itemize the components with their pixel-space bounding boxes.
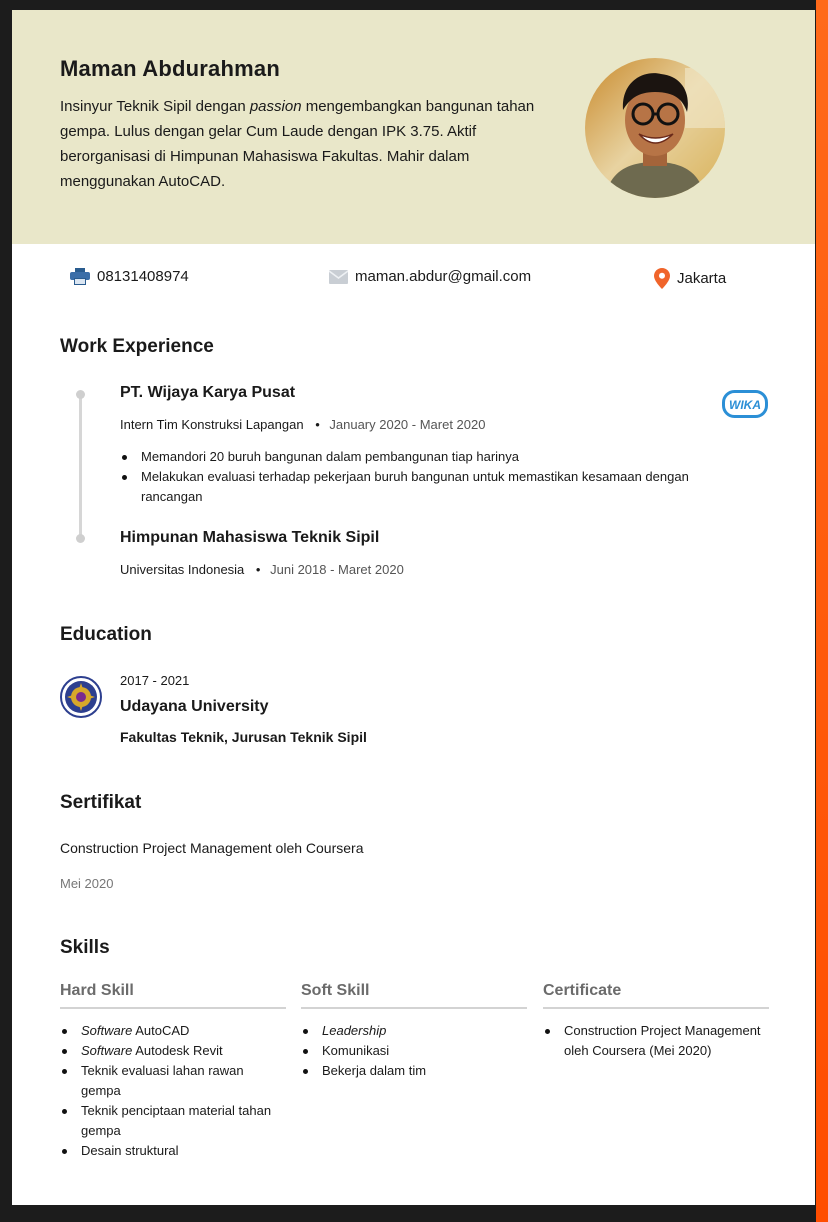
list-item [301, 1021, 527, 1041]
summary-text-end: mengembangkan bangunan tahan gempa. Lulus dengan gelar Cum Laude dengan IPK 3.75. Aktif berorganisasi di Himpunan Mahasiswa Fakultas. Mahir dalam menggunakan AutoCAD. [60, 98, 535, 190]
candidate-summary [60, 94, 540, 194]
email-address: maman.abdur@gmail.com [355, 268, 532, 285]
hard-skill-heading: Hard Skill [60, 982, 286, 1009]
timeline-dot [76, 390, 85, 399]
skill-text: Desain struktural [81, 1143, 179, 1158]
skill-emphasis: Software [81, 1043, 133, 1058]
skill-text: Teknik penciptaan material tahan gempa [81, 1103, 272, 1138]
certificate-skill-heading: Certificate [543, 982, 769, 1009]
skill-text: Autodesk Revit [132, 1043, 223, 1058]
timeline-dot [76, 534, 85, 543]
list-item: Memandori 20 buruh bangunan dalam pembangunan tiap harinya [120, 447, 710, 467]
printer-icon [70, 268, 90, 285]
list-item [60, 1041, 286, 1061]
background-edge [816, 0, 828, 1222]
skills-title: Skills [60, 937, 110, 958]
education-years: 2017 - 2021 [120, 673, 190, 688]
contact-email[interactable] [329, 268, 531, 285]
skill-emphasis: Leadership [322, 1023, 387, 1038]
job-bullets [120, 447, 710, 507]
job-company: PT. Wijaya Karya Pusat [120, 384, 296, 401]
profile-photo-image [585, 58, 725, 198]
university-seal-image [60, 676, 102, 718]
list-item [301, 1061, 527, 1081]
resume-page [12, 10, 815, 1205]
location-text: Jakarta [677, 270, 727, 287]
job-role-line [120, 417, 485, 432]
phone-number: 08131408974 [97, 268, 189, 285]
wika-logo [722, 390, 768, 423]
list-item [301, 1041, 527, 1061]
soft-skill-list [301, 1021, 527, 1081]
work-experience-title: Work Experience [60, 336, 214, 357]
list-item [60, 1141, 286, 1161]
contact-phone[interactable] [70, 268, 189, 285]
summary-text-emphasis: passion [249, 98, 302, 115]
certificate-skill-column [543, 982, 769, 1061]
list-item [60, 1021, 286, 1041]
university-name: Udayana University [120, 698, 269, 715]
job-dates: Juni 2018 - Maret 2020 [270, 562, 404, 577]
job-company: Himpunan Mahasiswa Teknik Sipil [120, 529, 380, 546]
job-role: Universitas Indonesia [120, 562, 245, 577]
resume-header [12, 10, 815, 244]
wika-logo-image [722, 390, 768, 418]
certificate-skill-list [543, 1021, 769, 1061]
list-item [60, 1061, 286, 1101]
skill-text: Teknik evaluasi lahan rawan gempa [81, 1063, 244, 1098]
hard-skill-column [60, 982, 286, 1161]
wika-logo-text: WIKA [729, 398, 761, 412]
contact-row [12, 268, 815, 292]
contact-location [654, 268, 726, 289]
certificate-date: Mei 2020 [60, 876, 114, 891]
faculty-name: Fakultas Teknik, Jurusan Teknik Sipil [120, 729, 367, 745]
university-logo [60, 676, 102, 718]
list-item [60, 1101, 286, 1141]
profile-photo [585, 58, 725, 198]
envelope-icon [329, 270, 348, 284]
list-item [543, 1021, 769, 1061]
job-dates: January 2020 - Maret 2020 [329, 417, 486, 432]
map-pin-icon [654, 268, 670, 289]
certificate-name: Construction Project Management oleh Coursera [60, 840, 364, 856]
soft-skill-heading: Soft Skill [301, 982, 527, 1009]
skill-emphasis: Software [81, 1023, 133, 1038]
skill-text: Construction Project Management oleh Coursera (Mei 2020) [564, 1023, 761, 1058]
education-title: Education [60, 624, 152, 645]
separator-dot: • [315, 417, 320, 432]
skill-text: AutoCAD [132, 1023, 190, 1038]
list-item: Melakukan evaluasi terhadap pekerjaan buruh bangunan untuk memastikan kesamaan dengan rancangan [120, 467, 710, 507]
timeline-line [79, 394, 82, 539]
skill-text: Komunikasi [322, 1043, 390, 1058]
job-role-line [120, 562, 404, 577]
job-role: Intern Tim Konstruksi Lapangan [120, 417, 304, 432]
skill-text: Bekerja dalam tim [322, 1063, 427, 1078]
separator-dot: • [255, 562, 261, 577]
candidate-name: Maman Abdurahman [60, 56, 280, 81]
soft-skill-column [301, 982, 527, 1081]
certificates-title: Sertifikat [60, 792, 142, 813]
summary-text-start: Insinyur Teknik Sipil dengan [60, 98, 250, 115]
hard-skill-list [60, 1021, 286, 1161]
